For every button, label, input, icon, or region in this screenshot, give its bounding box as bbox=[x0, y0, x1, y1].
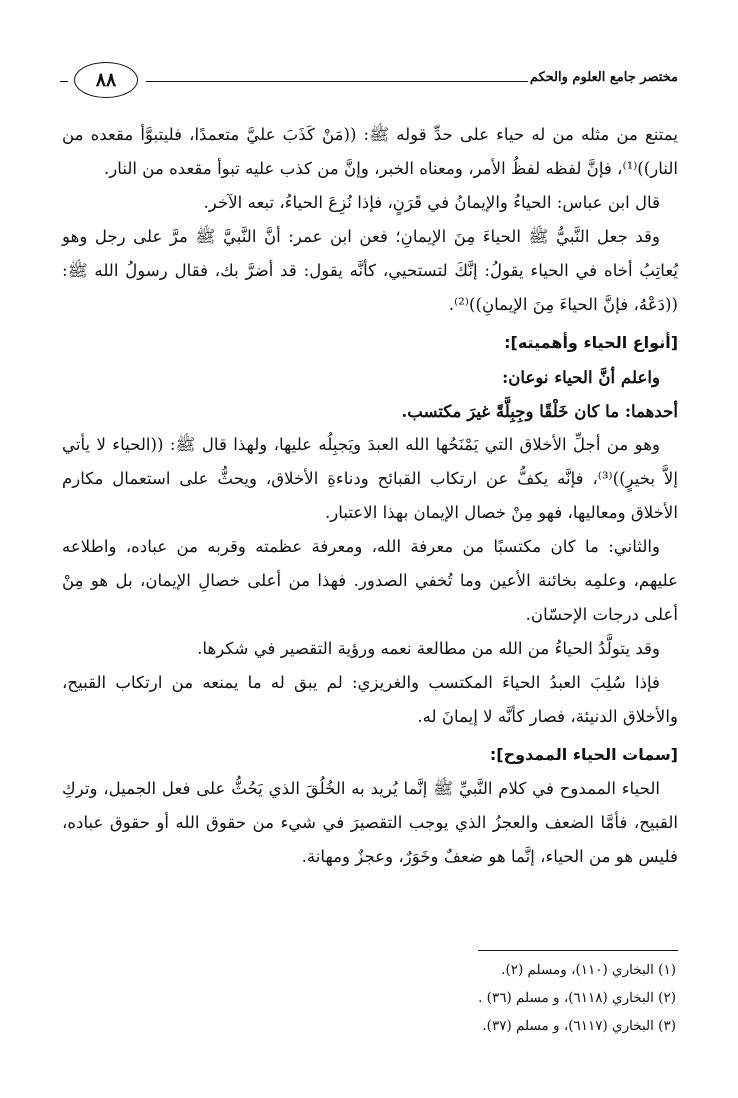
paragraph-1: يمتنع من مثله من له حياء على حدِّ قوله ﷺ: ((مَنْ كَذَبَ عليَّ متعمدًا، فليتبوَّأ مقعده من النار))⁽¹⁾، فإنَّ لفظه لفظُ الأمر، ومعناه الخبر، وإنَّ من كذب عليه تبوأ مقعده من النار. bbox=[62, 125, 678, 178]
footnote-separator bbox=[478, 950, 678, 951]
paragraph-10: الحياء الممدوح في كلام النَّبيِّ ﷺ إنَّما يُريد به الخُلُقَ الذي يَحُثُّ على فعل الجميل، وتركِ القبيح، فأمَّا الضعف والعجزُ الذي يوجب التقصيرَ في شيء من حقوق الله أو حقوق عباده، فليس هو من الحياء، إنَّما هو ضعفٌ وخَوَرٌ، وعجزٌ ومهانة. bbox=[62, 779, 678, 866]
page-header bbox=[60, 56, 678, 96]
paragraph-5: أحدهما: ما كان خَلْقًا وجِبِلَّةً غيرَ مكتسب. bbox=[401, 401, 678, 421]
paragraph-4: واعلم أنَّ الحياء نوعان: bbox=[502, 367, 660, 387]
paragraph-3: وقد جعل النَّبيُّ ﷺ الحياءَ مِنَ الإيمانِ؛ فعن ابن عمر: أنَّ النَّبيَّ ﷺ مرَّ على رجل وهو يُعاتِبُ أخاه في الحياء يقولُ: إنَّكَ لتستحيي، كأنَّه يقول: قد أضرَّ بك، فقال رسولُ الله ﷺ: ((دَعْهُ، فإنَّ الحياءَ مِنَ الإيمانِ))⁽²⁾. bbox=[62, 227, 678, 314]
running-title: مختصر جامع العلوم والحكم bbox=[529, 70, 678, 85]
paragraph-2: قال ابن عباس: الحياءُ والإيمانُ في قَرَنٍ، فإذا نُزِعَ الحياءُ، تبعه الآخر. bbox=[203, 193, 660, 212]
section-heading-traits: [سمات الحياء الممدوح]: bbox=[489, 745, 678, 764]
paragraph-6: وهو من أجلِّ الأخلاق التي يَمْنَحُها الله العبدَ ويَجبِلُه عليها، ولهذا قال ﷺ: ((الحياء لا يأتي إلاَّ بخيرٍ))⁽³⁾، فإنَّه يكفُّ عن ارتكاب القبائح ودناءةِ الأخلاق، ويحثُّ على استعمال مكارم الأخلاق ومعاليها، فهو مِنْ خصال الإيمان بهذا الاعتبار. bbox=[62, 435, 678, 522]
footnotes bbox=[276, 956, 676, 1040]
footnote-2: (٢) البخاري (٦١١٨)، و مسلم (٣٦) . bbox=[478, 990, 676, 1006]
header-rule bbox=[146, 81, 528, 82]
paragraph-9: فإذا سُلِبَ العبدُ الحياءَ المكتسب والغريزي: لم يبق له ما يمنعه من ارتكاب القبيح، والأخلاق الدنيئة، فصار كأنَّه لا إيمانَ له. bbox=[62, 673, 678, 726]
paragraph-8: وقد يتولَّدُ الحياءُ من الله من مطالعة نعمه ورؤية التقصير في شكرها. bbox=[197, 639, 660, 658]
page-number: ٨٨ bbox=[74, 62, 138, 98]
section-heading-types: [أنواع الحياء وأهميته]: bbox=[504, 333, 678, 352]
main-text bbox=[62, 118, 678, 874]
paragraph-7: والثاني: ما كان مكتسبًا من معرفة الله، ومعرفة عظمته وقربه من عباده، واطلاعه عليهم، وعلمِه بخائنة الأعين وما تُخفي الصدور. فهذا من أعلى خصالِ الإيمان، بل هو مِنْ أعلى درجات الإحسّان. bbox=[62, 537, 678, 624]
header-dash bbox=[60, 81, 68, 82]
footnote-3: (٣) البخاري (٦١١٧)، و مسلم (٣٧). bbox=[482, 1018, 676, 1034]
footnote-1: (١) البخاري (١١٠)، ومسلم (٢). bbox=[501, 962, 676, 978]
